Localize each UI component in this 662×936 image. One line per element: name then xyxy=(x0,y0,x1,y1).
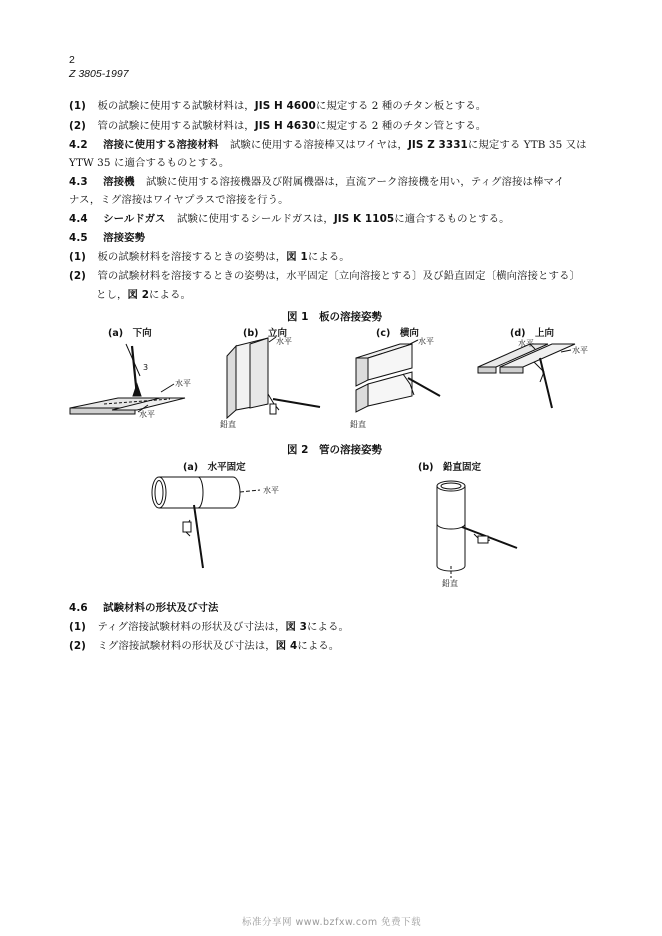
figure-reference: 図 2 xyxy=(127,289,150,301)
section-number: 4.5 xyxy=(69,232,88,244)
fig2-b-torch xyxy=(462,527,517,548)
text: 試験に使用するシールドガスは， xyxy=(176,213,334,225)
fig1-d-label: (d) 上向 xyxy=(510,328,554,339)
fig1-b-horizontal: 水平 xyxy=(276,337,292,346)
item-number: (2) xyxy=(69,270,87,282)
fig2-a-label: (a) 水平固定 xyxy=(183,462,246,473)
fig1-d-horizontal-1: 水平 xyxy=(518,339,534,348)
text: に規定する 2 種のチタン管とする。 xyxy=(315,120,487,132)
fig1-b-vertical: 鉛直 xyxy=(220,420,236,429)
figure-reference: 図 3 xyxy=(285,621,307,633)
jis-reference: JIS Z 3331 xyxy=(407,139,468,151)
item-number: (1) xyxy=(69,100,87,112)
fig1-d-horizontal-2: 水平 xyxy=(572,346,588,355)
text: 管の試験材料を溶接するときの姿勢は，水平固定〔立向溶接とする〕及び鉛直固定〔横向溶接とする〕 xyxy=(97,270,581,282)
fig2-b-vertical: 鉛直 xyxy=(442,579,458,588)
figure-reference: 図 4 xyxy=(275,640,298,652)
fig2-a-pipe xyxy=(152,477,260,508)
text: に適合するものとする。 xyxy=(394,213,510,225)
figure-2-caption: 図 2 管の溶接姿勢 xyxy=(287,444,382,456)
item-number: (2) xyxy=(69,120,87,132)
text: ミグ溶接試験材料の形状及び寸法は， xyxy=(97,640,276,652)
text: ティグ溶接試験材料の形状及び寸法は， xyxy=(97,621,286,633)
para-mig-shape xyxy=(69,637,339,652)
text: 板の試験に使用する試験材料は， xyxy=(97,100,255,112)
fig1-c-horizontal: 水平 xyxy=(418,337,434,346)
section-number: 4.6 xyxy=(69,602,88,614)
section-4-2-line2: YTW 35 に適合するものとする。 xyxy=(69,157,230,169)
item-number: (2) xyxy=(69,640,87,652)
text: による。 xyxy=(149,289,191,301)
jis-reference: JIS H 4630 xyxy=(254,120,316,132)
fig1-c-vertical: 鉛直 xyxy=(350,420,366,429)
section-title: 溶接に使用する溶接材料 xyxy=(103,139,219,151)
item-number: (1) xyxy=(69,621,87,633)
page-number: 2 xyxy=(69,54,75,66)
fig1-a-horizontal-1: 水平 xyxy=(175,379,191,388)
jis-reference: JIS H 4600 xyxy=(254,100,316,112)
fig1-a-horizontal-2: 水平 xyxy=(139,410,155,419)
text: に規定する 2 種のチタン板とする。 xyxy=(315,100,487,112)
text: 管の試験に使用する試験材料は， xyxy=(97,120,255,132)
jis-reference: JIS K 1105 xyxy=(333,213,395,225)
fig2-b-label: (b) 鉛直固定 xyxy=(418,462,481,473)
section-4-6 xyxy=(69,599,219,614)
fig1-a-label: (a) 下向 xyxy=(108,328,152,339)
section-number: 4.4 xyxy=(69,213,88,225)
section-title: シールドガス xyxy=(103,213,166,225)
text: とし， xyxy=(96,289,128,301)
footer-watermark: 标准分享网 www.bzfxw.com 免费下载 xyxy=(242,917,422,928)
fig1-c-label: (c) 横向 xyxy=(376,328,419,339)
text: 試験に使用する溶接機器及び附属機器は，直流アーク溶接機を用い，ティグ溶接は棒マイ xyxy=(146,176,565,188)
text: 試験に使用する溶接棒又はワイヤは， xyxy=(229,139,408,151)
fig2-a-horizontal: 水平 xyxy=(263,486,279,495)
text: に規定する YTB 35 又は xyxy=(467,139,587,151)
text: による。 xyxy=(306,621,349,633)
figure-reference: 図 1 xyxy=(286,251,308,263)
section-number: 4.2 xyxy=(69,139,88,151)
para-tig-shape xyxy=(69,618,349,633)
item-number: (1) xyxy=(69,251,87,263)
fig2-a-torch xyxy=(183,505,203,568)
section-title: 溶接機 xyxy=(103,176,135,188)
section-title: 溶接姿勢 xyxy=(103,232,146,244)
text: による。 xyxy=(307,251,350,263)
text: 板の試験材料を溶接するときの姿勢は， xyxy=(97,251,287,263)
text: による。 xyxy=(297,640,340,652)
figure-1-caption: 図 1 板の溶接姿勢 xyxy=(287,311,382,323)
fig2-b-pipe xyxy=(437,481,465,578)
section-4-3-line2: ナス，ミグ溶接はワイヤプラスで溶接を行う。 xyxy=(69,194,289,206)
section-number: 4.3 xyxy=(69,176,88,188)
standard-id: Z 3805-1997 xyxy=(69,68,129,80)
fig1-a-angle: 3 xyxy=(143,363,149,372)
fig1-b-label: (b) 立向 xyxy=(243,328,287,339)
section-title: 試験材料の形状及び寸法 xyxy=(103,602,219,614)
